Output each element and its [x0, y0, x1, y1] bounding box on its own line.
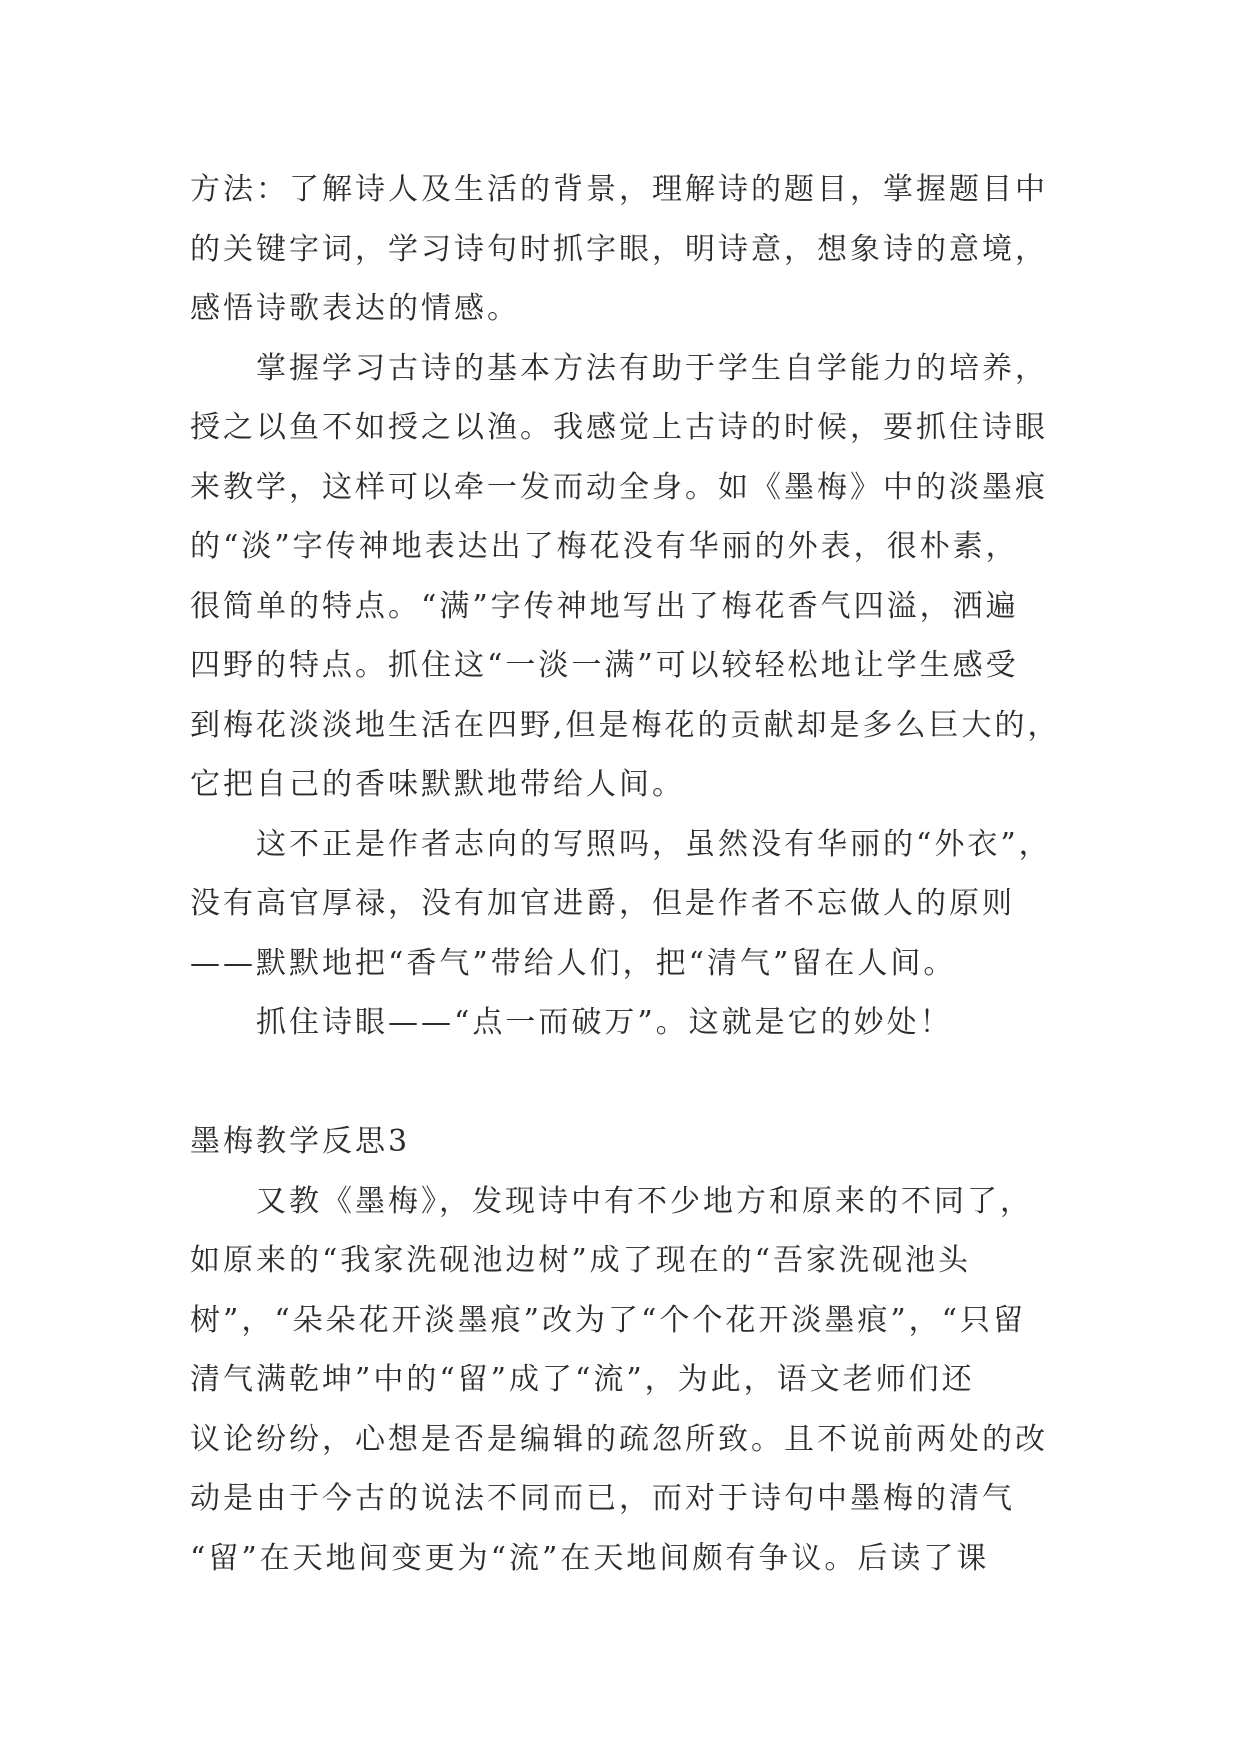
text-line: 动是由于今古的说法不同而已，而对于诗句中墨梅的清气 [190, 1481, 1015, 1516]
paragraph-4 [190, 993, 1070, 1053]
document-body [190, 160, 1070, 1588]
text-line: 它把自己的香味默默地带给人间。 [190, 767, 685, 802]
text-line: 来教学，这样可以牵一发而动全身。如《墨梅》中的淡墨痕 [190, 469, 1048, 505]
paragraph-1 [190, 160, 1070, 339]
text-line: 清气满乾坤”中的“留”成了“流”，为此，语文老师们还 [190, 1362, 975, 1397]
text-line: 树”，“朵朵花开淡墨痕”改为了“个个花开淡墨痕”，“只留 [190, 1302, 1027, 1338]
text-line: 的关键字词，学习诗句时抓字眼，明诗意，想象诗的意境， [190, 231, 1048, 267]
section-heading: 墨梅教学反思3 [190, 1124, 411, 1159]
text-line: 的“淡”字传神地表达出了梅花没有华丽的外表，很朴素， [190, 529, 1019, 564]
text-line: 没有高官厚禄，没有加官进爵，但是作者不忘做人的原则 [190, 886, 1015, 921]
paragraph-5 [190, 1172, 1070, 1589]
text-line: ——默默地把“香气”带给人们，把“清气”留在人间。 [190, 945, 957, 981]
blank-line [190, 1053, 1070, 1113]
text-line: 四野的特点。抓住这“一淡一满”可以较轻松地让学生感受 [190, 648, 1019, 683]
text-line: 这不正是作者志向的写照吗，虽然没有华丽的“外衣”， [256, 826, 1052, 862]
text-line: 抓住诗眼——“点一而破万”。这就是它的妙处！ [256, 1005, 953, 1040]
text-line: 很简单的特点。“满”字传神地写出了梅花香气四溢，洒遍 [190, 588, 1019, 624]
text-line: 授之以鱼不如授之以渔。我感觉上古诗的时候，要抓住诗眼 [190, 410, 1048, 445]
text-line: 议论纷纷，心想是否是编辑的疏忽所致。且不说前两处的改 [190, 1421, 1048, 1457]
text-line: 如原来的“我家洗砚池边树”成了现在的“吾家洗砚池头 [190, 1243, 972, 1278]
text-line: 掌握学习古诗的基本方法有助于学生自学能力的培养， [256, 350, 1048, 386]
paragraph-2 [190, 339, 1070, 815]
paragraph-3 [190, 815, 1070, 994]
text-line: 又教《墨梅》，发现诗中有不少地方和原来的不同了， [256, 1183, 1033, 1219]
text-line: 感悟诗歌表达的情感。 [190, 291, 520, 326]
text-line: “留”在天地间变更为“流”在天地间颇有争议。后读了课 [190, 1540, 990, 1576]
text-line: 到梅花淡淡地生活在四野,但是梅花的贡献却是多么巨大的， [190, 707, 1061, 743]
text-line: 方法：了解诗人及生活的背景，理解诗的题目，掌握题目中 [190, 172, 1048, 207]
